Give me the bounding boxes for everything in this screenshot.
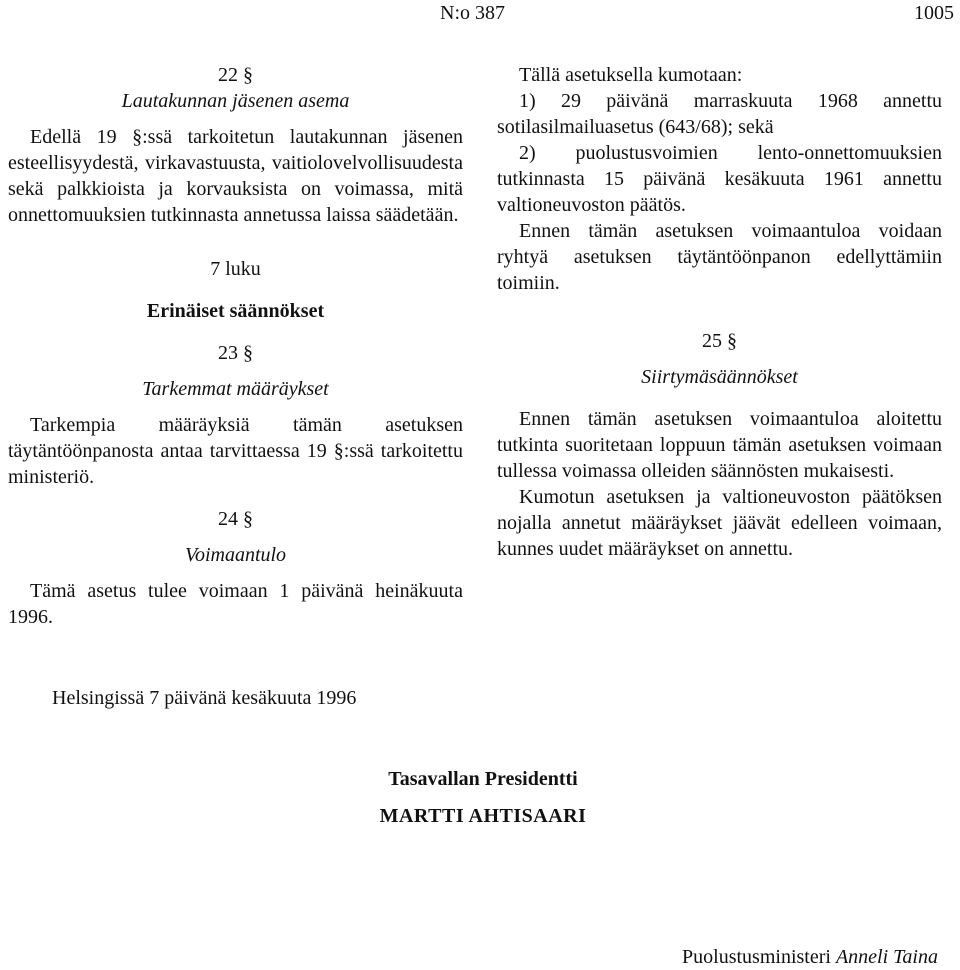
- repeal-item-2: 2) puolustusvoimien lento-onnettomuuksien tutkinnasta 15 päivänä kesäkuuta 1961 annettu valtioneuvoston päätös.: [497, 142, 942, 216]
- section-24-number: 24 §: [218, 508, 253, 530]
- left-column: [8, 62, 463, 630]
- chapter-number: 7 luku: [210, 258, 261, 280]
- chapter-title: Erinäiset säännökset: [146, 300, 325, 322]
- president-name: MARTTI AHTISAARI: [379, 805, 587, 827]
- section-22-number: 22 §: [218, 64, 253, 86]
- section-25-heading: Siirtymäsäännökset: [641, 366, 798, 388]
- right-column: [497, 62, 942, 562]
- minister-title: Puolustusministeri: [682, 946, 831, 968]
- section-24-heading: Voimaantulo: [184, 544, 287, 566]
- section-22-heading: Lautakunnan jäsenen asema: [121, 90, 350, 112]
- minister-signature: [682, 944, 938, 970]
- section-25-text-1: Ennen tämän asetuksen voimaantuloa aloitettu tutkinta suoritetaan loppuun tämän asetuksen voimaan tullessa voimassa olleiden säännösten mukaisesti.: [497, 408, 942, 482]
- section-23-number: 23 §: [218, 342, 253, 364]
- section-23-heading: Tarkemmat määräykset: [142, 378, 329, 400]
- page-header: [0, 0, 960, 26]
- section-25-text-2: Kumotun asetuksen ja valtioneuvoston päätöksen nojalla annetut määräykset jäävät edelleen voimaan, kunnes uudet määräykset on annettu.: [497, 486, 942, 560]
- section-24-text: Tämä asetus tulee voimaan 1 päivänä heinäkuuta 1996.: [8, 580, 463, 628]
- page-number: 1005: [914, 2, 954, 24]
- implementation-prep-text: Ennen tämän asetuksen voimaantuloa voidaan ryhtyä asetuksen täytäntöönpanon edellyttämiin toimiin.: [497, 220, 942, 294]
- minister-name: Anneli Taina: [835, 946, 938, 968]
- section-23-text: Tarkempia määräyksiä tämän asetuksen täytäntöönpanosta antaa tarvittaessa 19 §:ssä tarkoitettu ministeriö.: [8, 414, 463, 488]
- president-title: Tasavallan Presidentti: [388, 768, 578, 790]
- statute-number: N:o 387: [440, 2, 505, 24]
- place-date: Helsingissä 7 päivänä kesäkuuta 1996: [52, 687, 357, 709]
- section-22-text: Edellä 19 §:ssä tarkoitetun lautakunnan jäsenen esteellisyydestä, virkavastuusta, vaitiolovelvollisuudesta sekä palkkioista ja korvauksista on voimassa, mitä onnettomuuksien tutkinnasta annetussa laissa säädetään.: [8, 126, 463, 226]
- repeal-item-1: 1) 29 päivänä marraskuuta 1968 annettu sotilasilmailuasetus (643/68); sekä: [497, 90, 942, 138]
- repeal-intro: Tällä asetuksella kumotaan:: [519, 64, 743, 86]
- section-25-number: 25 §: [702, 330, 737, 352]
